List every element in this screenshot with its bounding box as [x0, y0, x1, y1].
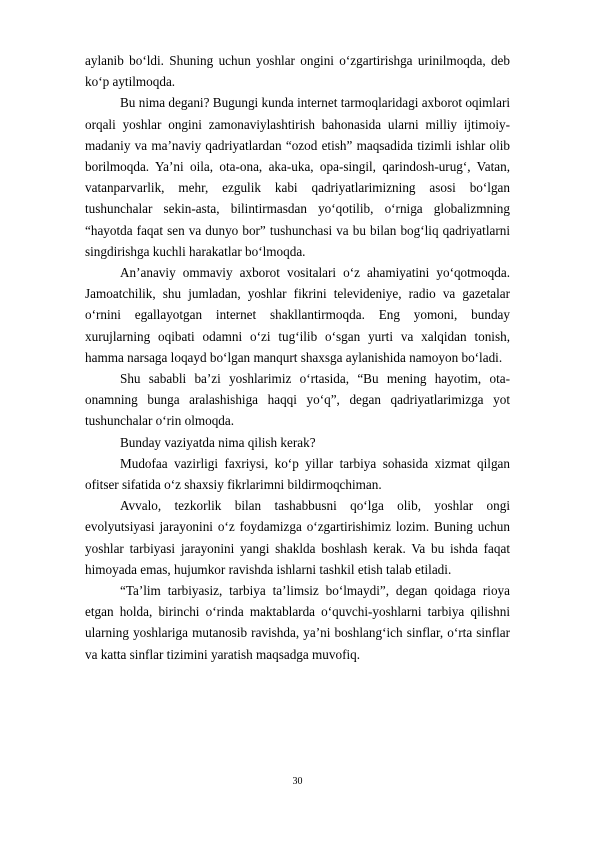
paragraph: Avvalo, tezkorlik bilan tashabbusni qo‘lga olib, yoshlar ongi evolyutsiyasi jarayonini o‘z foydamizga o‘zgartirishimiz lozim. Buning uchun yoshlar tarbiyasi jarayonini yangi shaklda boshlash kerak. Va bu ishda faqat himoyada emas, hujumkor ravishda ishlarni tashkil etish talab etiladi.	[85, 498, 510, 577]
paragraph-question: Bunday vaziyatda nima qilish kerak?	[120, 434, 316, 450]
paragraph: Mudofaa vazirligi faxriysi, ko‘p yillar tarbiya sohasida xizmat qilgan ofitser sifatida o‘z shaxsiy fikrlarimni bildirmoqchiman.	[85, 455, 510, 493]
paragraph: “Taʼlim tarbiyasiz, tarbiya taʼlimsiz bo‘lmaydi”, degan qoidaga rioya etgan holda, birinchi o‘rinda maktablarda o‘quvchi-yoshlarni tarbiya qilishni ularning yoshlariga mutanosib ravishda, yaʼni boshlang‘ich sinflar, o‘rta sinflar va katta sinflar tizimini yaratish maqsadga muvofiq.	[85, 583, 510, 662]
body-text	[85, 50, 510, 665]
page-number: 30	[292, 776, 303, 787]
paragraph: Shu sababli baʼzi yoshlarimiz o‘rtasida, “Bu mening hayotim, ota-onamning bunga aralashishiga haqqi yo‘q”, degan qadriyatlarimizga yot tushunchalar o‘rin olmoqda.	[85, 371, 510, 429]
paragraph: Bu nima degani? Bugungi kunda internet tarmoqlaridagi axborot oqimlari orqali yoshlar ongini zamonaviylashtirish bahonasida ularni milliy ijtimoiy-madaniy va maʼnaviy qadriyatlardan “ozod etish” maqsadida tizimli ishlar olib borilmoqda. Yaʼni oila, ota-ona, aka-uka, opa-singil, qarindosh-urug‘, Vatan, vatanparvarlik, mehr, ezgulik kabi qadriyatlarimizning asosi bo‘lgan tushunchalar sekin-asta, bilintirmasdan yo‘qotilib, o‘rniga globalizmning “hayotda faqat sen va dunyo bor” tushunchasi va bu bilan bog‘liq qadriyatlarni singdirishga kuchli harakatlar bo‘lmoqda.	[85, 95, 510, 259]
paragraph: Anʼanaviy ommaviy axborot vositalari o‘z ahamiyatini yo‘qotmoqda. Jamoatchilik, shu jumladan, yoshlar fikrini televideniye, radio va gazetalar o‘rnini egallayotgan internet shakllantirmoqda. Eng yomoni, bunday xurujlarning oqibati odamni o‘zi tug‘ilib o‘sgan yurti va xalqidan tonish, hamma narsaga loqayd bo‘lgan manqurt shaxsga aylanishida namoyon bo‘ladi.	[85, 265, 510, 365]
paragraph-continuation: aylanib bo‘ldi. Shuning uchun yoshlar ongini o‘zgartirishga urinilmoqda, deb ko‘p aytilmoqda.	[85, 53, 510, 90]
